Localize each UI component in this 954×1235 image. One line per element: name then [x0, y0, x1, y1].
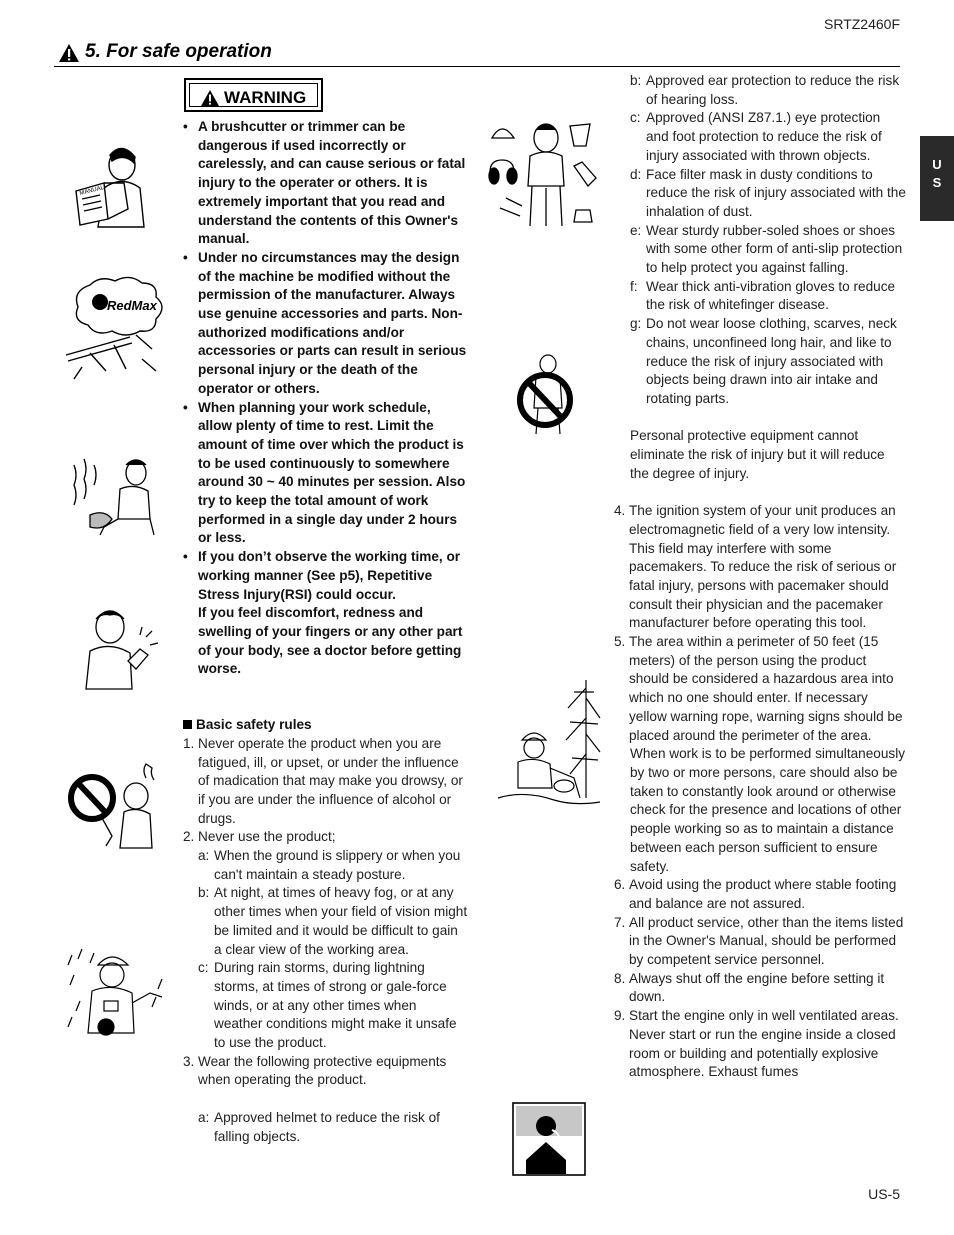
no-drinking-illustration [66, 758, 166, 850]
warning-bullet-text: When planning your work schedule, allow plenty of time to rest. Limit the amount of time over which the product is to be used continuously to somewhere around 30 ~ 40 minutes per session. Also try to keep the total amount of work performed in a single day under 2 hours or less. [198, 399, 466, 546]
subitem-text: Face filter mask in dusty conditions to reduce the risk of injury associated with the inhalation of dust. [646, 166, 906, 219]
subitem-letter: a: [198, 848, 210, 864]
subitem-letter: g: [630, 316, 642, 332]
rsi-worker-illustration [78, 605, 162, 690]
subitem-letter: a: [198, 1109, 210, 1125]
subitem-text: During rain storms, during lightning storms, at times of strong or gale-force winds, or at any other times when weather conditions might make it unsafe to use the product. [214, 960, 457, 1051]
warning-extra-text: If you feel discomfort, redness and swelling of your fingers or any other part of your body, see a doctor before getting worse. [198, 605, 463, 677]
warning-bullet: • Under no circumstances may the design of the machine be modified without the permission of the manufacturer. Always use genuine accessories and parts. Non-authorized modifications and/or accessories or parts can result in serious personal injury or the death of the operator or others. [183, 249, 467, 396]
rule-text: Always shut off the engine before setting it down. [629, 970, 885, 1005]
spacer [614, 409, 906, 428]
rule-number: 7. [614, 914, 626, 930]
warning-triangle-icon [58, 43, 80, 63]
rule-subitem [614, 222, 906, 278]
rule-text: Start the engine only in well ventilated areas. Never start or run the engine inside a closed room or building and potentially explosive atmosphere. Exhaust fumes [629, 1008, 899, 1080]
warning-bullet: • A brushcutter or trimmer can be dangerous if used incorrectly or carelessly, and can cause serious or fatal injury to the operater or others. It is extremely important that you read and understand the contents of this Owner's manual. [183, 119, 466, 247]
subitem-letter: b: [630, 73, 642, 88]
language-tab [920, 136, 954, 221]
warning-bullet-text: If you don’t observe the working time, or working manner (See p5), Repetitive Stress Injury(RSI) could occur. [198, 549, 461, 602]
rule-item [614, 970, 906, 1007]
rule-number: 8. [614, 970, 626, 986]
subitem-text: Wear sturdy rubber-soled shoes or shoes with some other form of anti-slip protection to help protect you against falling. [646, 222, 903, 276]
warning-label: WARNING [224, 88, 307, 107]
basic-rules-heading-text: Basic safety rules [196, 717, 312, 733]
subitem-text: Approved helmet to reduce the risk of falling objects. [214, 1109, 440, 1144]
rule-subitem [183, 1109, 468, 1146]
spacer [614, 483, 906, 502]
rule-subitem [183, 959, 468, 1053]
rule-subitem [614, 315, 906, 409]
manual-label: MANUAL [79, 185, 105, 197]
reading-manual-illustration [68, 143, 156, 228]
rule-text: Never operate the product when you are fatigued, ill, or upset, or under the influence of madication that may make you drowsy, or if you are under the influence of alcohol or drugs. [198, 735, 463, 826]
rule-text: Avoid using the product where stable footing and balance are not assured. [629, 877, 897, 911]
rule-item [183, 828, 468, 847]
subitem-letter: c: [198, 960, 209, 976]
spacer [183, 1090, 468, 1109]
rule-item [614, 1007, 906, 1082]
rule-subitem [183, 884, 468, 959]
rule-number: 3. [183, 1053, 195, 1069]
exhaust-fumes-illustration [512, 1102, 586, 1176]
warning-bullet: • When planning your work schedule, allow plenty of time to rest. Limit the amount of time over which the product is to be used continuously to somewhere around 30 ~ 40 minutes per session. Also try to keep the total amount of work performed in a single day under 2 hours or less. [183, 399, 466, 546]
rule-item [183, 1053, 468, 1090]
rule-number: 6. [614, 877, 626, 893]
section-header [54, 40, 900, 67]
rule-text: All product service, other than the items listed in the Owner's Manual, should be performed by competent service personnel. [629, 914, 904, 968]
subitem-text: Wear thick anti-vibration gloves to reduce the risk of whitefinger disease. [646, 278, 896, 313]
subitem-text: Approved ear protection to reduce the risk of hearing loss. [646, 73, 900, 107]
rule-text: The ignition system of your unit produces an electromagnetic field of a very low intensity. This field may interfere with some pacemakers. To reduce the risk of serious or fatal injury, persons with pacemaker should consult their physician and the pacemaker manufacturer before operating this tool. [629, 503, 897, 631]
subitem-letter: b: [198, 885, 210, 901]
model-code: SRTZ2460F [824, 16, 900, 32]
rule-item [183, 735, 468, 829]
subitem-text: Approved (ANSI Z87.1.) eye protection and foot protection to reduce the risk of injury associated with thrown objects. [646, 110, 882, 163]
tab-letter: S [932, 175, 942, 190]
page-number: US-5 [868, 1186, 900, 1202]
subitem-text: Do not wear loose clothing, scarves, neck chains, unconfineed long hair, and like to reduce the risk of injury associated with objects being drawn into air intake and rotating parts. [646, 316, 897, 406]
warning-bullet-text: Under no circumstances may the design of the machine be modified without the permission of the manufacturer. Always use genuine accessories and parts. Non-authorized modifications and/or accessories or parts can result in serious personal injury or the death of the operator or others. [198, 249, 467, 396]
rule-subitem [614, 109, 906, 165]
warning-text-column [183, 118, 468, 1146]
warning-box [184, 78, 323, 112]
rule-item [614, 876, 906, 913]
rule-item [614, 633, 906, 745]
rule-subitem [614, 166, 906, 222]
rule-subitem [614, 72, 906, 109]
rule-subitem [614, 278, 906, 315]
rule-continuation: When work is to be performed simultaneously by two or more persons, care should also be taken to constantly look around or otherwise check for the presence and locations of other people working so as to maintain a distance between each person sufficient to ensure safety. [630, 746, 906, 874]
rules-text-column [614, 72, 906, 1082]
rule-item [614, 502, 906, 633]
rule-number: 9. [614, 1008, 626, 1024]
rule-number: 5. [614, 634, 626, 650]
warning-bullet: • If you don’t observe the working time, or working manner (See p5), Repetitive Stress Injury(RSI) could occur. [183, 549, 461, 602]
tab-letter: U [932, 157, 942, 172]
rule-number: 2. [183, 829, 195, 845]
subitem-text: When the ground is slippery or when you can't maintain a steady posture. [214, 848, 461, 882]
warning-triangle-icon [200, 89, 220, 107]
subitem-letter: e: [630, 222, 642, 238]
rain-storm-illustration [66, 945, 170, 1037]
square-bullet-icon [183, 720, 192, 729]
rule-number: 4. [614, 503, 626, 519]
subitem-letter: f: [630, 278, 638, 294]
rule-subitem [183, 847, 468, 884]
genuine-parts-illustration [60, 275, 172, 380]
section-title: 5. For safe operation [85, 41, 272, 62]
ppe-note: Personal protective equipment cannot eliminate the risk of injury but it will reduce the degree of injury. [630, 428, 885, 481]
basic-rules-heading [183, 716, 468, 735]
warning-box-inner [189, 83, 318, 107]
warning-bullet-text: A brushcutter or trimmer can be dangerous if used incorrectly or carelessly, and can cause serious or fatal injury to the operater or others. It is extremely important that you read and understand the contents of this Owner's manual. [198, 119, 466, 247]
rule-text: Wear the following protective equipments when operating the product. [198, 1053, 447, 1088]
resting-worker-illustration [70, 455, 162, 537]
protective-gear-illustration [486, 116, 608, 234]
subitem-text: At night, at times of heavy fog, or at any other times when your field of vision might be limited and it would be difficult to gain a clear view of the working area. [214, 885, 468, 957]
rule-item [614, 914, 906, 970]
subitem-letter: d: [630, 166, 642, 182]
rule-text: The area within a perimeter of 50 feet (15 meters) of the person using the product should be considered a hazardous area into which no one should enter. If necessary yellow warning rope, warning signs should be placed around the perimeter of the area. [629, 634, 903, 743]
loose-clothing-prohibited-illustration [510, 350, 584, 438]
rule-text: Never use the product; [198, 829, 336, 845]
rule-number: 1. [183, 735, 195, 751]
subitem-letter: c: [630, 110, 641, 126]
redmax-logo-text: RedMax [107, 298, 157, 313]
hazard-area-illustration [494, 678, 602, 810]
